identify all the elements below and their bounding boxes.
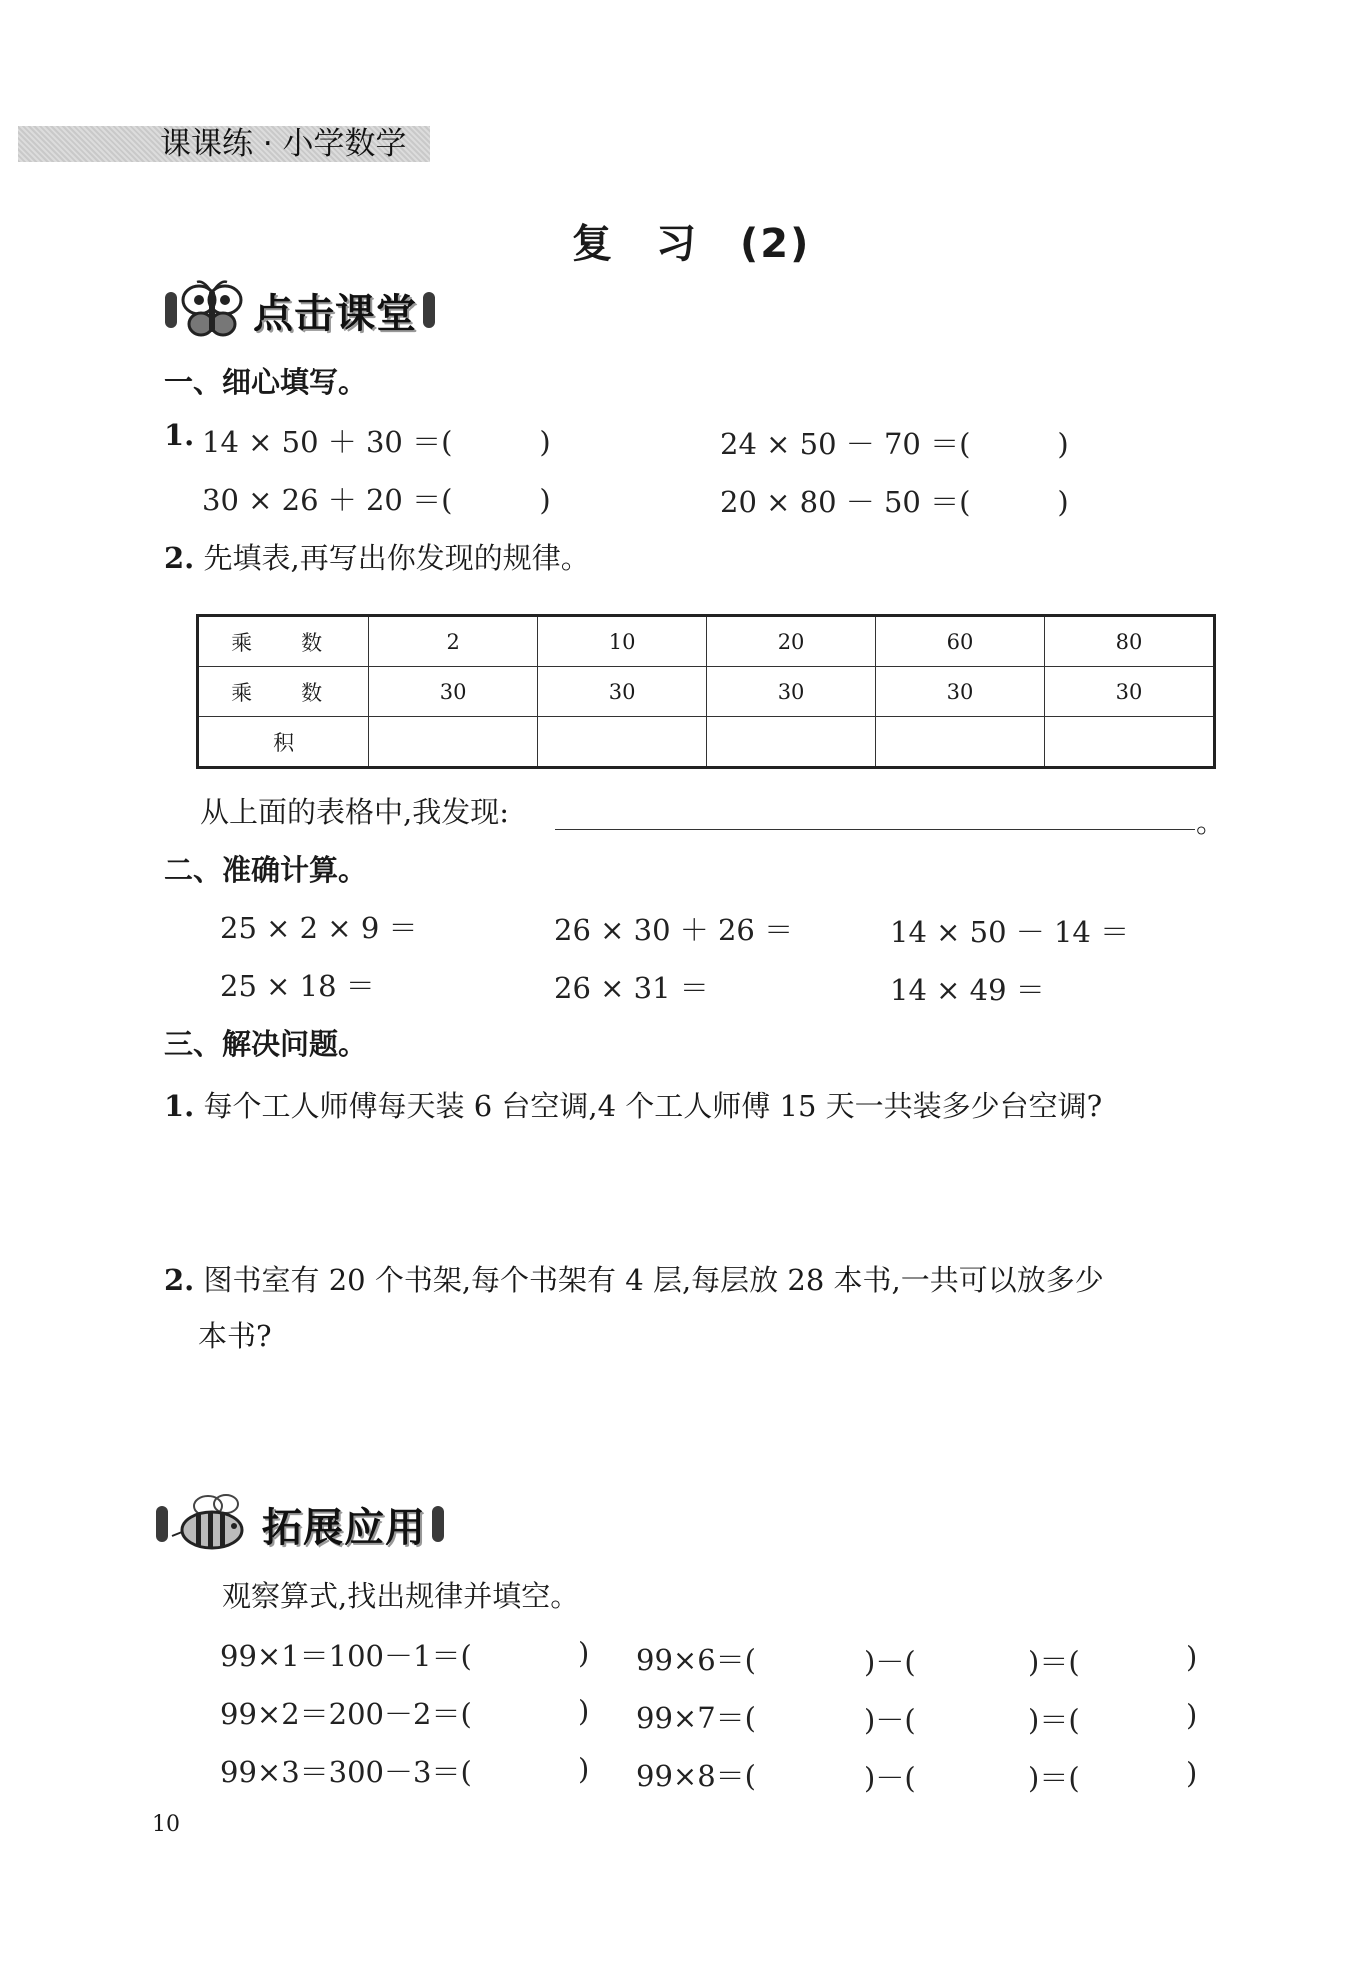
- calc-item-5: 26 × 31 ＝: [554, 971, 709, 1005]
- problem-2-number: 2.: [164, 1263, 195, 1297]
- pattern-right-2: 99×7＝(: [636, 1701, 756, 1735]
- q2-line: [164, 536, 590, 577]
- table-cell: 2: [369, 616, 538, 667]
- calc-item-6: 14 × 49 ＝: [890, 973, 1045, 1007]
- q1-item-1: 14 × 50 ＋ 30 ＝( ): [202, 425, 551, 459]
- pattern-left-1: 99×1＝100－1＝(: [220, 1639, 472, 1673]
- answer-cell[interactable]: [707, 717, 876, 768]
- q2-prompt: 先填表,再写出你发现的规律。: [203, 541, 590, 575]
- problem-2-line1: 图书室有 20 个书架,每个书架有 4 层,每层放 28 本书,一共可以放多少: [203, 1263, 1104, 1297]
- paren-minus: )－(: [864, 1703, 916, 1737]
- problem-1-number: 1.: [164, 1089, 195, 1123]
- table-cell: 20: [707, 616, 876, 667]
- table-cell: 80: [1044, 616, 1214, 667]
- table-row: [198, 616, 1215, 667]
- badge-right-cap: [432, 1506, 444, 1542]
- table-cell: 30: [876, 667, 1045, 717]
- pattern-right-1: 99×6＝(: [636, 1643, 756, 1677]
- pattern-left-2: 99×2＝200－2＝(: [220, 1697, 472, 1731]
- q1-item-4: 20 × 80 － 50 ＝( ): [720, 485, 1069, 519]
- extension-badge-label: 拓展应用: [262, 1504, 426, 1551]
- q1-item-2: 24 × 50 － 70 ＝( ): [720, 427, 1069, 461]
- lesson-title: 复 习 (2): [572, 221, 811, 267]
- paren-close: ): [578, 1752, 590, 1786]
- table-cell: 30: [1044, 667, 1214, 717]
- paren-minus: )－(: [864, 1645, 916, 1679]
- section2-heading: 二、准确计算。: [164, 853, 368, 887]
- paren-close: ): [1186, 1640, 1198, 1674]
- paren-close: ): [578, 1636, 590, 1670]
- table-cell: 30: [538, 667, 707, 717]
- problem-1: [164, 1084, 1102, 1125]
- answer-cell[interactable]: [1044, 717, 1214, 768]
- calc-item-1: 25 × 2 × 9 ＝: [220, 911, 418, 945]
- row-label: 乘 数: [198, 616, 369, 667]
- q1-number-label: 1.: [164, 418, 195, 452]
- finding-answer-line[interactable]: [555, 829, 1195, 830]
- badge-left-cap: [165, 292, 177, 328]
- answer-cell[interactable]: [876, 717, 1045, 768]
- calc-item-3: 14 × 50 － 14 ＝: [890, 915, 1130, 949]
- answer-cell[interactable]: [369, 717, 538, 768]
- paren-close: ): [1186, 1756, 1198, 1790]
- q2-number: 2.: [164, 541, 195, 575]
- paren-equals: )＝(: [1028, 1703, 1080, 1737]
- table-cell: 60: [876, 616, 1045, 667]
- answer-cell[interactable]: [538, 717, 707, 768]
- classroom-badge-label: 点击课堂: [253, 290, 417, 337]
- paren-close: ): [1186, 1698, 1198, 1732]
- table-cell: 30: [369, 667, 538, 717]
- finding-end: 。: [1196, 805, 1226, 839]
- section1-heading: 一、细心填写。: [164, 365, 368, 399]
- paren-minus: )－(: [864, 1761, 916, 1795]
- table-cell: 10: [538, 616, 707, 667]
- table-cell: 30: [707, 667, 876, 717]
- badge-left-cap: [156, 1506, 168, 1542]
- bee-icon: [168, 1494, 256, 1554]
- q1-number: [164, 418, 194, 452]
- book-series-title: 课课练 · 小学数学: [160, 126, 407, 162]
- badge-right-cap: [423, 292, 435, 328]
- extension-badge: [156, 1496, 444, 1552]
- table-row: [198, 717, 1215, 768]
- finding-label: 从上面的表格中,我发现:: [200, 795, 509, 829]
- section3-heading: 三、解决问题。: [164, 1027, 368, 1061]
- problem-2: [164, 1258, 1104, 1299]
- paren-equals: )＝(: [1028, 1645, 1080, 1679]
- problem-2-line2: 本书?: [198, 1319, 272, 1353]
- problem-1-text: 每个工人师傅每天装 6 台空调,4 个工人师傅 15 天一共装多少台空调?: [203, 1089, 1103, 1123]
- paren-close: ): [578, 1694, 590, 1728]
- page-number: 10: [152, 1812, 180, 1837]
- classroom-badge: [165, 282, 435, 338]
- table-row: [198, 667, 1215, 717]
- pattern-right-3: 99×8＝(: [636, 1759, 756, 1793]
- paren-equals: )＝(: [1028, 1761, 1080, 1795]
- q1-item-3: 30 × 26 ＋ 20 ＝( ): [202, 483, 551, 517]
- butterfly-icon: [177, 280, 247, 340]
- calc-item-2: 26 × 30 ＋ 26 ＝: [554, 913, 794, 947]
- extension-prompt: 观察算式,找出规律并填空。: [222, 1579, 580, 1613]
- multiplication-table: [196, 614, 1216, 769]
- row-label: 积: [198, 717, 369, 768]
- row-label: 乘 数: [198, 667, 369, 717]
- calc-item-4: 25 × 18 ＝: [220, 969, 375, 1003]
- pattern-left-3: 99×3＝300－3＝(: [220, 1755, 472, 1789]
